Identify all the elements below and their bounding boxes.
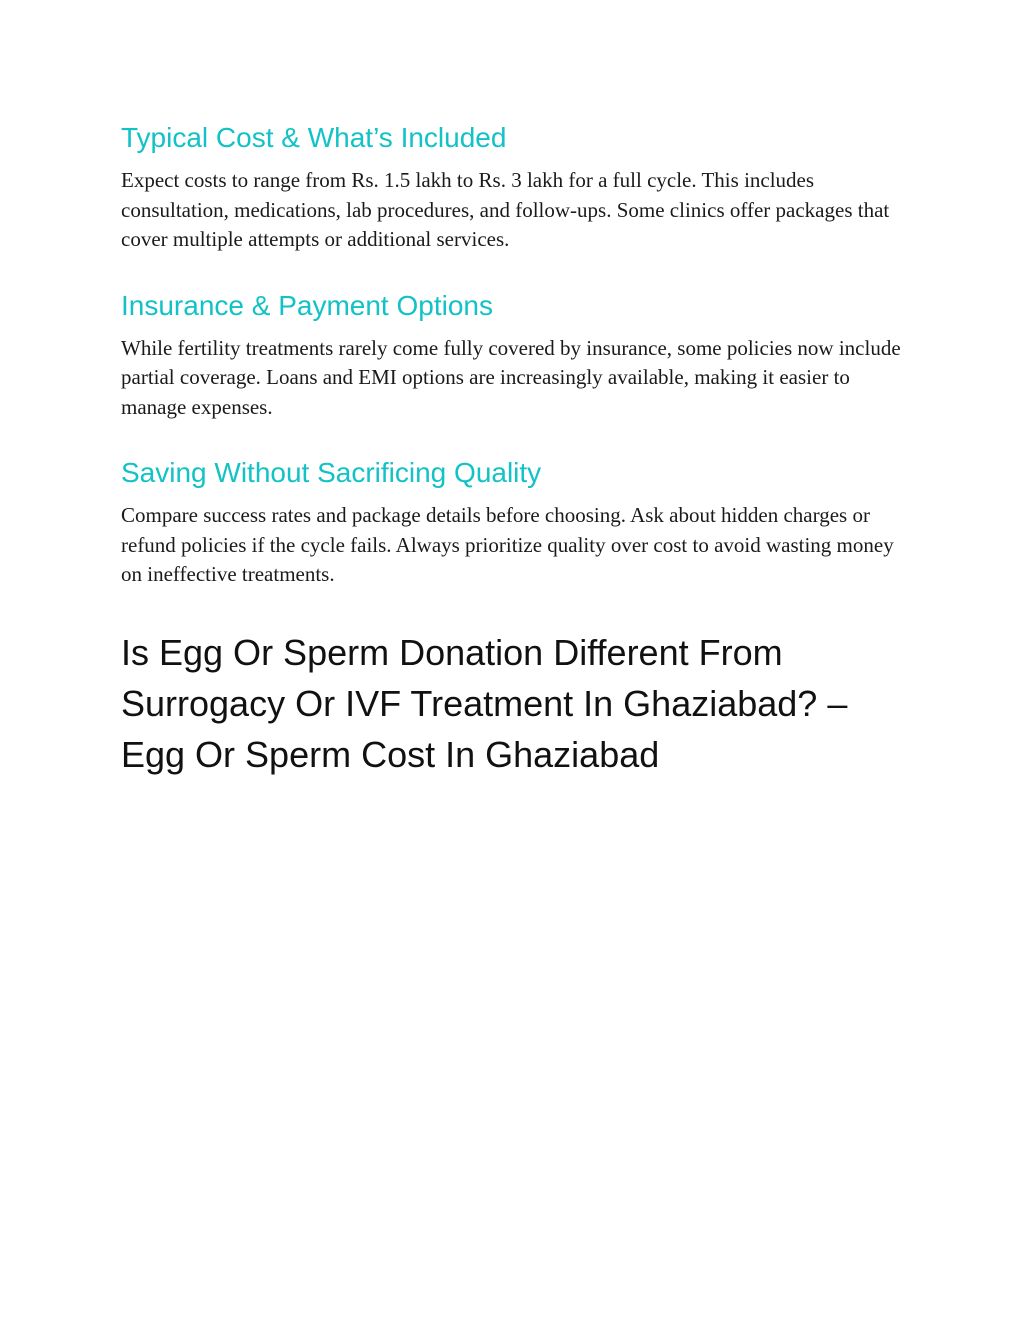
document-page xyxy=(121,118,911,780)
section-heading-saving-quality: Saving Without Sacrificing Quality xyxy=(121,457,542,488)
section-body-insurance-payment: While fertility treatments rarely come fully covered by insurance, some policies now include partial coverage. Loans and EMI options are increasingly available, making it easier to manage expenses. xyxy=(121,335,901,419)
section-heading-insurance-payment: Insurance & Payment Options xyxy=(121,289,493,321)
main-heading-egg-sperm-donation: Is Egg Or Sperm Donation Different From Surrogacy Or IVF Treatment In Ghaziabad? – Egg Or Sperm Cost In Ghaziabad xyxy=(121,631,848,775)
section-body-saving-quality: Compare success rates and package details before choosing. Ask about hidden charges or refund policies if the cycle fails. Always prioritize quality over cost to avoid wasting money on ineffective treatments. xyxy=(121,503,894,586)
section-heading-typical-cost: Typical Cost & What’s Included xyxy=(121,122,507,153)
section-insurance-payment xyxy=(121,286,911,423)
section-typical-cost xyxy=(121,118,911,255)
section-body-typical-cost: Expect costs to range from Rs. 1.5 lakh to Rs. 3 lakh for a full cycle. This includes consultation, medications, lab procedures, and follow-ups. Some clinics offer packages that cover multiple attempts or additional services. xyxy=(121,168,890,251)
section-saving-quality xyxy=(121,453,911,590)
